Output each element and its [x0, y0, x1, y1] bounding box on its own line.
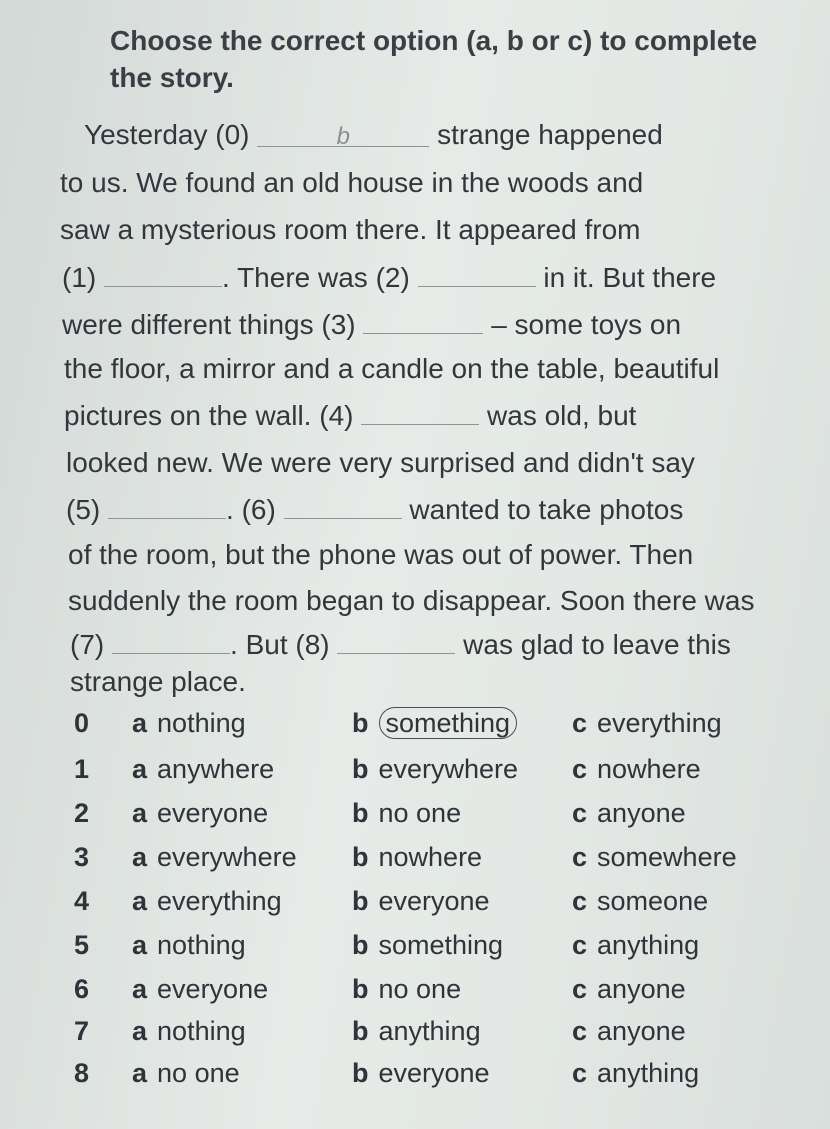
- gap-blank-5[interactable]: [108, 492, 226, 519]
- option-letter: b: [352, 886, 369, 916]
- story-text: strange happened: [437, 119, 663, 150]
- story-line-11: suddenly the room began to disappear. Soon there was: [68, 585, 755, 616]
- story-line-12: [70, 627, 731, 662]
- item-number: 8: [74, 1058, 90, 1088]
- option-row-5: [0, 930, 830, 970]
- option-letter: a: [132, 886, 148, 916]
- gap-number: (5): [66, 494, 101, 525]
- option-text: nothing: [157, 708, 246, 738]
- gap-blank-7[interactable]: [112, 627, 230, 654]
- story-line-1: [84, 118, 663, 152]
- story-text: was glad to leave this: [463, 629, 731, 660]
- story-line-3: saw a mysterious room there. It appeared from: [60, 214, 641, 245]
- option-c[interactable]: [572, 930, 699, 961]
- option-a[interactable]: [132, 886, 282, 917]
- option-letter: c: [572, 798, 588, 828]
- option-text: anything: [378, 1016, 481, 1046]
- option-letter: b: [352, 974, 369, 1004]
- story-text: – some toys on: [491, 309, 682, 340]
- option-row-0: [0, 708, 830, 748]
- option-c[interactable]: [572, 1016, 686, 1047]
- option-a[interactable]: [132, 930, 246, 961]
- option-c[interactable]: [572, 754, 701, 785]
- option-letter: b: [352, 708, 369, 738]
- option-letter: c: [572, 886, 588, 916]
- option-text: nothing: [157, 930, 246, 960]
- option-row-2: [0, 798, 830, 838]
- option-letter: b: [352, 842, 369, 872]
- option-letter: c: [572, 1058, 588, 1088]
- option-letter: c: [572, 842, 588, 872]
- option-letter: a: [132, 798, 148, 828]
- option-a[interactable]: [132, 842, 297, 873]
- option-letter: a: [132, 1016, 148, 1046]
- option-a[interactable]: [132, 708, 246, 739]
- option-letter: c: [572, 754, 588, 784]
- story-text: were different things (3): [62, 309, 356, 340]
- story-text: wanted to take photos: [409, 494, 684, 525]
- option-text: nowhere: [597, 754, 701, 784]
- option-letter: b: [352, 930, 369, 960]
- option-a[interactable]: [132, 798, 268, 829]
- option-letter: a: [132, 974, 148, 1004]
- story-line-10: of the room, but the phone was out of power. Then: [68, 539, 694, 570]
- option-b[interactable]: [352, 886, 490, 917]
- story-text: Yesterday (0): [84, 119, 250, 150]
- option-text: no one: [378, 798, 462, 828]
- option-row-7: [0, 1016, 830, 1056]
- option-row-8: [0, 1058, 830, 1098]
- option-text: anything: [597, 1058, 700, 1088]
- option-b[interactable]: [352, 798, 461, 829]
- story-text: was old, but: [487, 400, 637, 431]
- option-c[interactable]: [572, 798, 686, 829]
- story-line-13: strange place.: [70, 666, 246, 697]
- option-letter: a: [132, 754, 148, 784]
- option-letter: c: [572, 930, 588, 960]
- option-c[interactable]: [572, 1058, 699, 1089]
- option-letter: a: [132, 708, 148, 738]
- option-c[interactable]: [572, 974, 686, 1005]
- option-a[interactable]: [132, 974, 268, 1005]
- option-b[interactable]: [352, 842, 482, 873]
- option-text: everyone: [157, 798, 269, 828]
- option-row-3: [0, 842, 830, 882]
- option-text: someone: [597, 886, 709, 916]
- option-letter: b: [352, 1058, 369, 1088]
- story-text: . (6): [226, 494, 276, 525]
- option-a[interactable]: [132, 1058, 240, 1089]
- option-row-4: [0, 886, 830, 926]
- option-b[interactable]: [352, 1058, 490, 1089]
- gap-blank-1[interactable]: [104, 260, 222, 287]
- option-text: somewhere: [597, 842, 737, 872]
- option-text: everywhere: [378, 754, 519, 784]
- story-text: . But (8): [230, 629, 330, 660]
- item-number: 2: [74, 798, 90, 828]
- option-b[interactable]: [352, 754, 518, 785]
- story-text: pictures on the wall. (4): [64, 400, 354, 431]
- circled-answer: something: [379, 707, 518, 739]
- story-line-2: to us. We found an old house in the woods and: [60, 167, 644, 198]
- gap-blank-4[interactable]: [361, 398, 479, 425]
- option-letter: b: [352, 798, 369, 828]
- item-number: 1: [74, 754, 90, 784]
- item-number: 3: [74, 842, 90, 872]
- option-c[interactable]: [572, 708, 722, 739]
- item-number: 4: [74, 886, 90, 916]
- option-text: anywhere: [157, 754, 275, 784]
- story-line-6: the floor, a mirror and a candle on the table, beautiful: [64, 353, 720, 384]
- story-line-4: [62, 260, 716, 295]
- option-a[interactable]: [132, 1016, 246, 1047]
- item-number: 0: [74, 708, 90, 738]
- gap-blank-8[interactable]: [337, 627, 455, 654]
- option-text: everything: [157, 886, 282, 916]
- option-letter: a: [132, 1058, 148, 1088]
- option-row-6: [0, 974, 830, 1014]
- story-text: in it. But there: [543, 262, 717, 293]
- option-letter: c: [572, 974, 588, 1004]
- option-c[interactable]: [572, 842, 737, 873]
- item-number: 5: [74, 930, 90, 960]
- option-row-1: [0, 754, 830, 794]
- gap-number: (1): [62, 262, 97, 293]
- option-letter: b: [352, 754, 369, 784]
- instructions-heading: Choose the correct option (a, b or c) to complete the story.: [110, 25, 758, 93]
- story-line-8: looked new. We were very surprised and didn't say: [66, 447, 695, 478]
- option-text: anyone: [597, 1016, 686, 1046]
- option-a[interactable]: [132, 754, 274, 785]
- option-b-selected[interactable]: [352, 708, 517, 739]
- option-text: everyone: [157, 974, 269, 1004]
- option-text: nowhere: [378, 842, 483, 872]
- item-number: 6: [74, 974, 90, 1004]
- option-text: anyone: [597, 974, 686, 1004]
- option-text: nothing: [157, 1016, 246, 1046]
- story-text: . There was (2): [222, 262, 410, 293]
- item-number: 7: [74, 1016, 90, 1046]
- example-answer-blank: b: [257, 120, 429, 147]
- option-b[interactable]: [352, 1016, 481, 1047]
- option-letter: a: [132, 930, 148, 960]
- story-line-7: [64, 398, 636, 433]
- gap-blank-3[interactable]: [363, 307, 483, 334]
- option-letter: c: [572, 708, 588, 738]
- option-text: everyone: [378, 886, 490, 916]
- option-c[interactable]: [572, 886, 708, 917]
- story-line-9: [66, 492, 683, 527]
- option-text: no one: [378, 974, 462, 1004]
- gap-blank-6[interactable]: [284, 492, 402, 519]
- story-line-5: [62, 307, 681, 342]
- option-text: something: [378, 930, 504, 960]
- option-b[interactable]: [352, 974, 461, 1005]
- option-b[interactable]: [352, 930, 503, 961]
- gap-number: (7): [70, 629, 105, 660]
- option-text: everyone: [378, 1058, 490, 1088]
- option-text: anyone: [597, 798, 686, 828]
- option-text: no one: [157, 1058, 240, 1088]
- option-text: anything: [597, 930, 700, 960]
- option-text: everything: [597, 708, 722, 738]
- option-letter: b: [352, 1016, 369, 1046]
- gap-blank-2[interactable]: [418, 260, 536, 287]
- option-letter: c: [572, 1016, 588, 1046]
- option-letter: a: [132, 842, 148, 872]
- option-text: everywhere: [157, 842, 297, 872]
